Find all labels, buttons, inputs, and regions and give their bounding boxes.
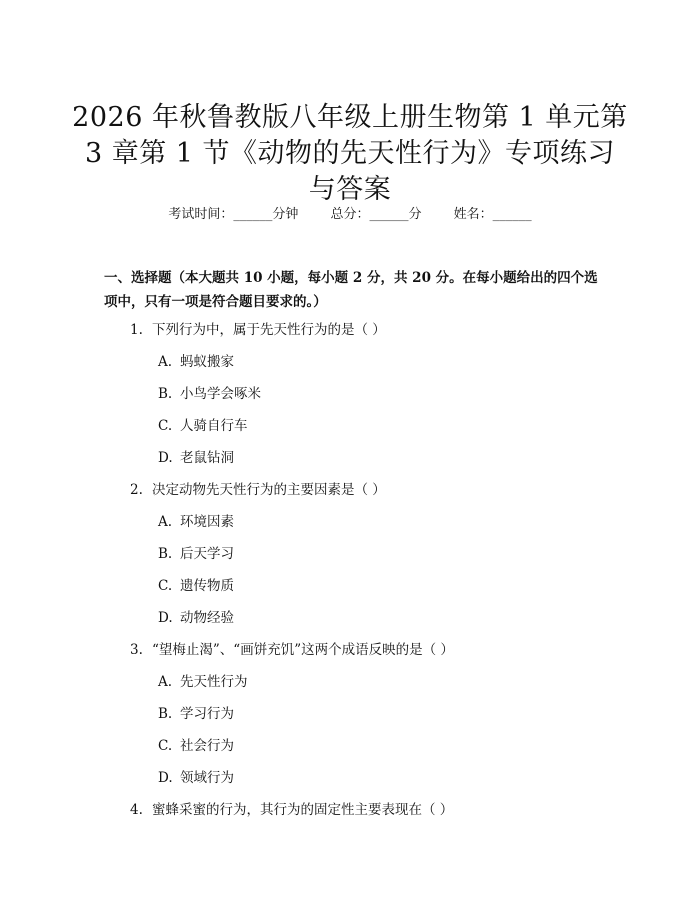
document-title — [60, 100, 640, 208]
question-number: 4. — [130, 802, 143, 818]
question-number: 2. — [130, 482, 143, 498]
option-letter: A. — [158, 354, 173, 370]
option-letter: B. — [158, 706, 173, 722]
title-line-1: 2026 年秋鲁教版八年级上册生物第 1 单元第 — [72, 102, 628, 134]
exam-meta — [0, 206, 700, 224]
question-3-option-d — [158, 768, 234, 788]
exam-time: 考试时间：______分钟 — [168, 207, 299, 222]
question-number: 1. — [130, 322, 143, 338]
student-name: 姓名：______ — [453, 207, 532, 222]
option-letter: D. — [158, 610, 173, 626]
option-letter: C. — [158, 578, 173, 594]
option-text: 领域行为 — [180, 770, 234, 786]
question-text: “望梅止渴”、“画饼充饥”这两个成语反映的是（ ） — [152, 642, 454, 658]
question-1 — [130, 320, 386, 340]
question-text: 下列行为中，属于先天性行为的是（ ） — [152, 322, 386, 338]
option-letter: B. — [158, 386, 173, 402]
question-1-option-c — [158, 416, 248, 436]
question-3-option-b — [158, 704, 234, 724]
option-text: 学习行为 — [180, 706, 234, 722]
question-4 — [130, 800, 453, 820]
option-letter: D. — [158, 770, 173, 786]
question-text: 决定动物先天性行为的主要因素是（ ） — [152, 482, 386, 498]
option-text: 小鸟学会啄米 — [180, 386, 261, 402]
question-number: 3. — [130, 642, 143, 658]
question-2-option-b — [158, 544, 234, 564]
option-text: 后天学习 — [180, 546, 234, 562]
question-1-option-b — [158, 384, 261, 404]
option-text: 老鼠钻洞 — [180, 450, 234, 466]
option-text: 社会行为 — [180, 738, 234, 754]
option-text: 蚂蚁搬家 — [180, 354, 234, 370]
option-letter: B. — [158, 546, 173, 562]
question-2 — [130, 480, 386, 500]
question-text: 蜜蜂采蜜的行为，其行为的固定性主要表现在（ ） — [152, 802, 454, 818]
question-3 — [130, 640, 454, 660]
option-letter: C. — [158, 738, 173, 754]
option-letter: C. — [158, 418, 173, 434]
section-heading: 一、选择题（本大题共 10 小题，每小题 2 分，共 20 分。在每小题给出的四个选项中，只有一项是符合题目要求的。） — [104, 270, 598, 310]
option-letter: A. — [158, 514, 173, 530]
question-3-option-a — [158, 672, 248, 692]
question-2-option-d — [158, 608, 234, 628]
option-text: 遗传物质 — [180, 578, 234, 594]
option-text: 环境因素 — [180, 514, 234, 530]
question-3-option-c — [158, 736, 234, 756]
question-1-option-d — [158, 448, 234, 468]
option-letter: D. — [158, 450, 173, 466]
title-line-3: 与答案 — [308, 174, 392, 206]
option-letter: A. — [158, 674, 173, 690]
option-text: 人骑自行车 — [180, 418, 248, 434]
total-score: 总分：______分 — [330, 207, 422, 222]
question-2-option-c — [158, 576, 234, 596]
title-line-2: 3 章第 1 节《动物的先天性行为》专项练习 — [84, 138, 616, 170]
option-text: 先天性行为 — [180, 674, 248, 690]
option-text: 动物经验 — [180, 610, 234, 626]
question-1-option-a — [158, 352, 234, 372]
question-2-option-a — [158, 512, 234, 532]
